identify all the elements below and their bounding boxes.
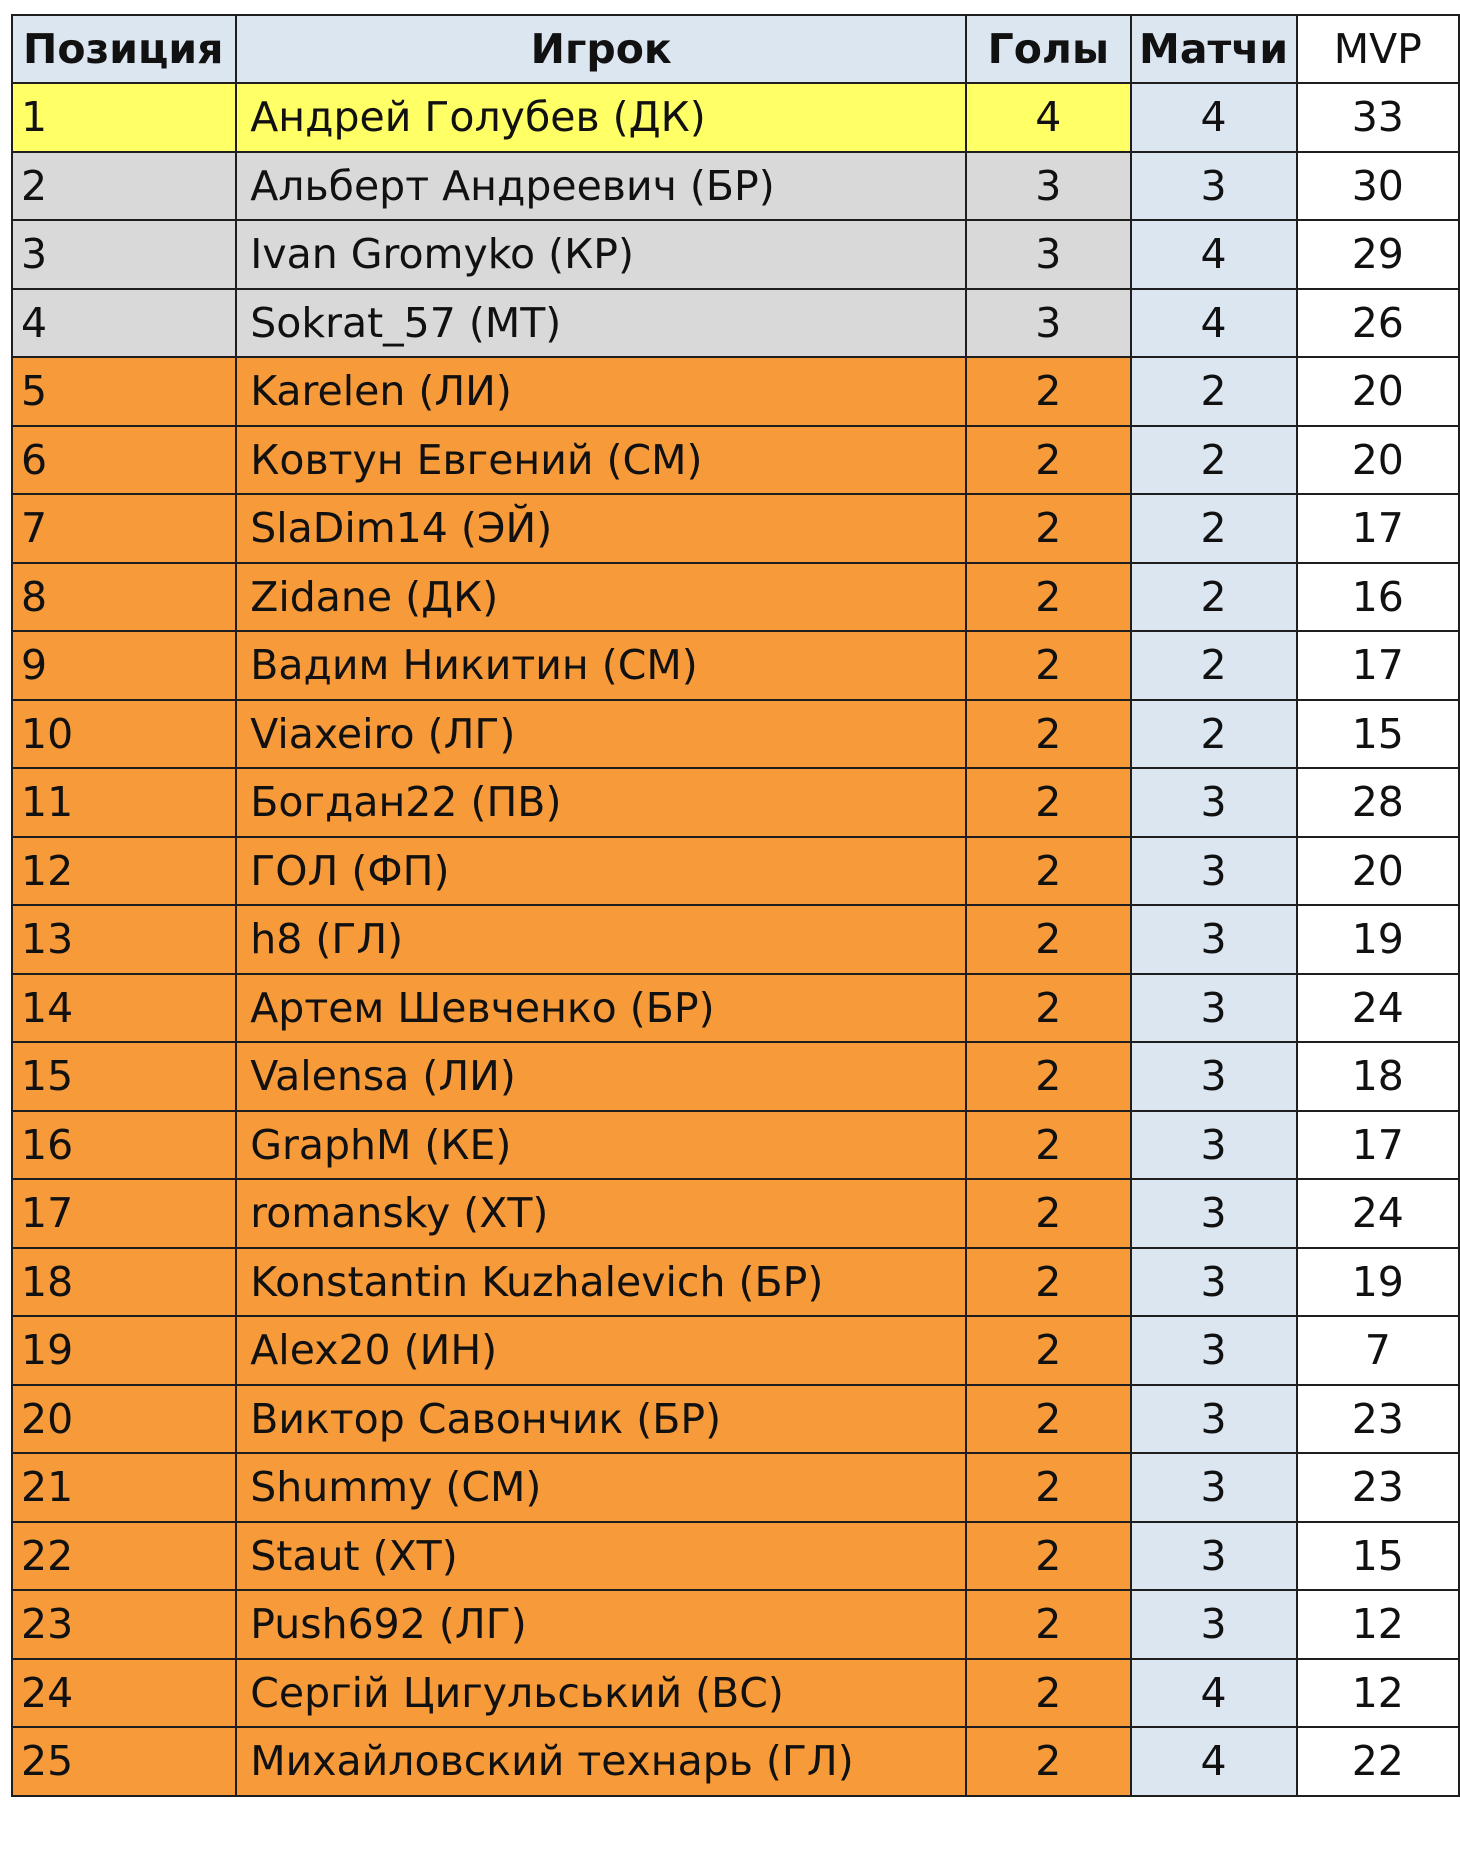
cell-goals[interactable]: 2 — [966, 563, 1130, 632]
cell-position[interactable]: 1 — [12, 83, 236, 152]
table-row — [12, 974, 1459, 1043]
cell-position[interactable]: 25 — [12, 1727, 236, 1796]
cell-matches[interactable]: 2 — [1131, 494, 1297, 563]
cell-matches[interactable]: 3 — [1131, 1248, 1297, 1317]
cell-matches[interactable]: 4 — [1131, 1659, 1297, 1728]
cell-player[interactable]: Ковтун Евгений (СМ) — [236, 426, 966, 495]
table-row — [12, 631, 1459, 700]
cell-player[interactable]: Staut (ХТ) — [236, 1522, 966, 1591]
cell-goals[interactable]: 2 — [966, 1316, 1130, 1385]
cell-position[interactable]: 17 — [12, 1179, 236, 1248]
cell-matches[interactable]: 3 — [1131, 1522, 1297, 1591]
table-row — [12, 768, 1459, 837]
table-row — [12, 1453, 1459, 1522]
cell-position[interactable]: 8 — [12, 563, 236, 632]
table-body — [12, 83, 1459, 1796]
header-mvp[interactable]: MVP — [1297, 15, 1459, 83]
table-row — [12, 905, 1459, 974]
table-row — [12, 1727, 1459, 1796]
cell-player[interactable]: Богдан22 (ПВ) — [236, 768, 966, 837]
cell-goals[interactable]: 2 — [966, 1042, 1130, 1111]
cell-position[interactable]: 5 — [12, 357, 236, 426]
cell-goals[interactable]: 3 — [966, 289, 1130, 358]
cell-player[interactable]: Alex20 (ИН) — [236, 1316, 966, 1385]
cell-matches[interactable]: 2 — [1131, 700, 1297, 769]
cell-goals[interactable]: 2 — [966, 494, 1130, 563]
cell-goals[interactable]: 2 — [966, 1111, 1130, 1180]
cell-matches[interactable]: 3 — [1131, 974, 1297, 1043]
cell-player[interactable]: Valensa (ЛИ) — [236, 1042, 966, 1111]
cell-player[interactable]: Сергій Цигульський (ВС) — [236, 1659, 966, 1728]
cell-goals[interactable]: 2 — [966, 837, 1130, 906]
cell-mvp[interactable]: 19 — [1297, 905, 1459, 974]
cell-position[interactable]: 24 — [12, 1659, 236, 1728]
table-row — [12, 1659, 1459, 1728]
cell-matches[interactable]: 3 — [1131, 1179, 1297, 1248]
cell-mvp[interactable]: 18 — [1297, 1042, 1459, 1111]
cell-player[interactable]: Вадим Никитин (СМ) — [236, 631, 966, 700]
cell-mvp[interactable]: 20 — [1297, 357, 1459, 426]
cell-mvp[interactable]: 23 — [1297, 1385, 1459, 1454]
cell-player[interactable]: Альберт Андреевич (БР) — [236, 152, 966, 221]
table-row — [12, 1248, 1459, 1317]
cell-position[interactable]: 4 — [12, 289, 236, 358]
cell-player[interactable]: Михайловский технарь (ГЛ) — [236, 1727, 966, 1796]
cell-position[interactable]: 22 — [12, 1522, 236, 1591]
table-row — [12, 1522, 1459, 1591]
table-row — [12, 1590, 1459, 1659]
cell-goals[interactable]: 2 — [966, 1727, 1130, 1796]
cell-position[interactable]: 11 — [12, 768, 236, 837]
cell-matches[interactable]: 2 — [1131, 357, 1297, 426]
cell-mvp[interactable]: 16 — [1297, 563, 1459, 632]
table-row — [12, 1179, 1459, 1248]
table-row — [12, 220, 1459, 289]
table-row — [12, 152, 1459, 221]
cell-player[interactable]: Konstantin Kuzhalevich (БР) — [236, 1248, 966, 1317]
cell-goals[interactable]: 2 — [966, 768, 1130, 837]
cell-position[interactable]: 10 — [12, 700, 236, 769]
cell-position[interactable]: 9 — [12, 631, 236, 700]
cell-position[interactable]: 23 — [12, 1590, 236, 1659]
header-player[interactable]: Игрок — [236, 15, 966, 83]
cell-position[interactable]: 15 — [12, 1042, 236, 1111]
cell-matches[interactable]: 3 — [1131, 768, 1297, 837]
cell-matches[interactable]: 3 — [1131, 1590, 1297, 1659]
table-row — [12, 1316, 1459, 1385]
header-matches[interactable]: Матчи — [1131, 15, 1297, 83]
cell-matches[interactable]: 3 — [1131, 1453, 1297, 1522]
cell-goals[interactable]: 3 — [966, 152, 1130, 221]
table-row — [12, 1385, 1459, 1454]
cell-mvp[interactable]: 15 — [1297, 700, 1459, 769]
cell-mvp[interactable]: 17 — [1297, 494, 1459, 563]
cell-mvp[interactable]: 29 — [1297, 220, 1459, 289]
cell-player[interactable]: romansky (ХТ) — [236, 1179, 966, 1248]
table-row — [12, 494, 1459, 563]
cell-mvp[interactable]: 24 — [1297, 974, 1459, 1043]
cell-position[interactable]: 18 — [12, 1248, 236, 1317]
cell-mvp[interactable]: 20 — [1297, 426, 1459, 495]
table-row — [12, 1042, 1459, 1111]
cell-matches[interactable]: 4 — [1131, 289, 1297, 358]
cell-mvp[interactable]: 19 — [1297, 1248, 1459, 1317]
cell-position[interactable]: 12 — [12, 837, 236, 906]
cell-goals[interactable]: 2 — [966, 1179, 1130, 1248]
cell-matches[interactable]: 4 — [1131, 220, 1297, 289]
cell-position[interactable]: 6 — [12, 426, 236, 495]
cell-player[interactable]: GraphM (КЕ) — [236, 1111, 966, 1180]
cell-goals[interactable]: 2 — [966, 1522, 1130, 1591]
cell-player[interactable]: Артем Шевченко (БР) — [236, 974, 966, 1043]
cell-player[interactable]: Zidane (ДК) — [236, 563, 966, 632]
cell-matches[interactable]: 3 — [1131, 905, 1297, 974]
cell-mvp[interactable]: 12 — [1297, 1590, 1459, 1659]
cell-goals[interactable]: 4 — [966, 83, 1130, 152]
table-row — [12, 1111, 1459, 1180]
cell-matches[interactable]: 3 — [1131, 152, 1297, 221]
cell-player[interactable]: ГОЛ (ФП) — [236, 837, 966, 906]
cell-position[interactable]: 20 — [12, 1385, 236, 1454]
cell-goals[interactable]: 2 — [966, 357, 1130, 426]
header-goals[interactable]: Голы — [966, 15, 1130, 83]
cell-mvp[interactable]: 30 — [1297, 152, 1459, 221]
table-row — [12, 563, 1459, 632]
cell-matches[interactable]: 4 — [1131, 1727, 1297, 1796]
cell-goals[interactable]: 2 — [966, 1659, 1130, 1728]
cell-player[interactable]: Viaxeiro (ЛГ) — [236, 700, 966, 769]
cell-position[interactable]: 2 — [12, 152, 236, 221]
cell-mvp[interactable]: 28 — [1297, 768, 1459, 837]
header-position[interactable]: Позиция — [12, 15, 236, 83]
cell-matches[interactable]: 3 — [1131, 837, 1297, 906]
cell-player[interactable]: Sokrat_57 (МТ) — [236, 289, 966, 358]
cell-matches[interactable]: 3 — [1131, 1316, 1297, 1385]
cell-position[interactable]: 7 — [12, 494, 236, 563]
cell-position[interactable]: 21 — [12, 1453, 236, 1522]
cell-matches[interactable]: 3 — [1131, 1111, 1297, 1180]
table-row — [12, 83, 1459, 152]
table-row — [12, 357, 1459, 426]
cell-mvp[interactable]: 17 — [1297, 631, 1459, 700]
cell-mvp[interactable]: 24 — [1297, 1179, 1459, 1248]
cell-matches[interactable]: 3 — [1131, 1385, 1297, 1454]
cell-goals[interactable]: 2 — [966, 1248, 1130, 1317]
cell-matches[interactable]: 2 — [1131, 426, 1297, 495]
cell-mvp[interactable]: 33 — [1297, 83, 1459, 152]
cell-player[interactable]: Push692 (ЛГ) — [236, 1590, 966, 1659]
cell-mvp[interactable]: 26 — [1297, 289, 1459, 358]
header-row — [12, 15, 1459, 83]
cell-goals[interactable]: 2 — [966, 1590, 1130, 1659]
table-row — [12, 289, 1459, 358]
cell-matches[interactable]: 2 — [1131, 631, 1297, 700]
table-row — [12, 837, 1459, 906]
table-row — [12, 426, 1459, 495]
cell-mvp[interactable]: 20 — [1297, 837, 1459, 906]
cell-position[interactable]: 14 — [12, 974, 236, 1043]
cell-mvp[interactable]: 23 — [1297, 1453, 1459, 1522]
cell-mvp[interactable]: 12 — [1297, 1659, 1459, 1728]
cell-player[interactable]: Karelen (ЛИ) — [236, 357, 966, 426]
standings-table — [11, 14, 1460, 1797]
cell-position[interactable]: 16 — [12, 1111, 236, 1180]
cell-player[interactable]: Ivan Gromyko (КР) — [236, 220, 966, 289]
cell-player[interactable]: Виктор Савончик (БР) — [236, 1385, 966, 1454]
cell-matches[interactable]: 3 — [1131, 1042, 1297, 1111]
cell-goals[interactable]: 2 — [966, 426, 1130, 495]
cell-mvp[interactable]: 7 — [1297, 1316, 1459, 1385]
cell-player[interactable]: SlaDim14 (ЭЙ) — [236, 494, 966, 563]
cell-goals[interactable]: 2 — [966, 1453, 1130, 1522]
cell-matches[interactable]: 4 — [1131, 83, 1297, 152]
table-row — [12, 700, 1459, 769]
cell-position[interactable]: 19 — [12, 1316, 236, 1385]
cell-goals[interactable]: 2 — [966, 974, 1130, 1043]
cell-mvp[interactable]: 22 — [1297, 1727, 1459, 1796]
cell-player[interactable]: h8 (ГЛ) — [236, 905, 966, 974]
cell-goals[interactable]: 2 — [966, 1385, 1130, 1454]
cell-mvp[interactable]: 17 — [1297, 1111, 1459, 1180]
cell-matches[interactable]: 2 — [1131, 563, 1297, 632]
cell-position[interactable]: 3 — [12, 220, 236, 289]
cell-player[interactable]: Shummy (СМ) — [236, 1453, 966, 1522]
cell-position[interactable]: 13 — [12, 905, 236, 974]
cell-goals[interactable]: 2 — [966, 905, 1130, 974]
cell-goals[interactable]: 3 — [966, 220, 1130, 289]
cell-goals[interactable]: 2 — [966, 631, 1130, 700]
cell-player[interactable]: Андрей Голубев (ДК) — [236, 83, 966, 152]
cell-goals[interactable]: 2 — [966, 700, 1130, 769]
cell-mvp[interactable]: 15 — [1297, 1522, 1459, 1591]
